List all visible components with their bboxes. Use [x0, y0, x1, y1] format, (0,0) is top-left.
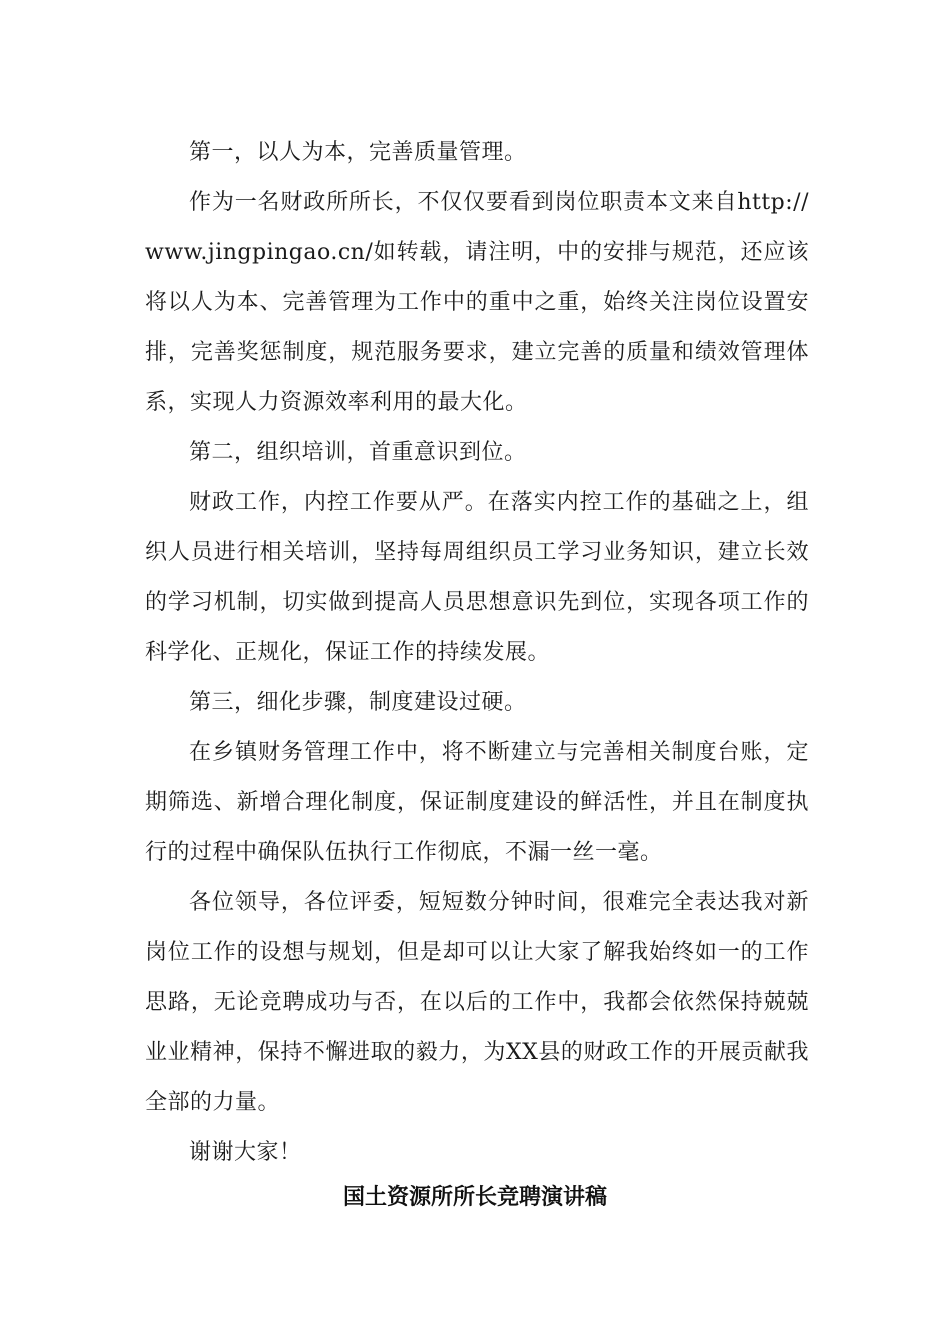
- paragraph-point-one: 第一，以人为本，完善质量管理。: [189, 140, 527, 165]
- paragraph-closing: 各位领导，各位评委，短短数分钟时间，很难完全表达我对新岗位工作的设想与规划，但是却可以让大家了解我始终如一的工作思路，无论竞聘成功与否，在以后的工作中，我都会依然保持兢兢业业精神，保持不懈进取的毅力，为XX县的财政工作的开展贡献我全部的力量。: [145, 890, 809, 1115]
- next-section-title: 国土资源所所长竞聘演讲稿: [342, 1184, 607, 1210]
- paragraph-training: 财政工作，内控工作要从严。在落实内控工作的基础之上，组织人员进行相关培训，坚持每周组织员工学习业务知识，建立长效的学习机制，切实做到提高人员思想意识先到位，实现各项工作的科学化、正规化，保证工作的持续发展。: [145, 490, 809, 665]
- paragraph-point-three: 第三，细化步骤，制度建设过硬。: [189, 690, 527, 715]
- paragraph-people-oriented: 作为一名财政所所长，不仅仅要看到岗位职责本文来自http://www.jingpingao.cn/如转载，请注明，中的安排与规范，还应该将以人为本、完善管理为工作中的重中之重，始终关注岗位设置安排，完善奖惩制度，规范服务要求，建立完善的质量和绩效管理体系，实现人力资源效率利用的最大化。: [145, 190, 809, 415]
- paragraph-system-building: 在乡镇财务管理工作中，将不断建立与完善相关制度台账，定期筛选、新增合理化制度，保证制度建设的鲜活性，并且在制度执行的过程中确保队伍执行工作彻底，不漏一丝一毫。: [145, 740, 809, 865]
- paragraph-thanks: 谢谢大家！: [189, 1140, 302, 1165]
- document-body: [145, 128, 809, 1178]
- paragraph-point-two: 第二，组织培训，首重意识到位。: [189, 440, 527, 465]
